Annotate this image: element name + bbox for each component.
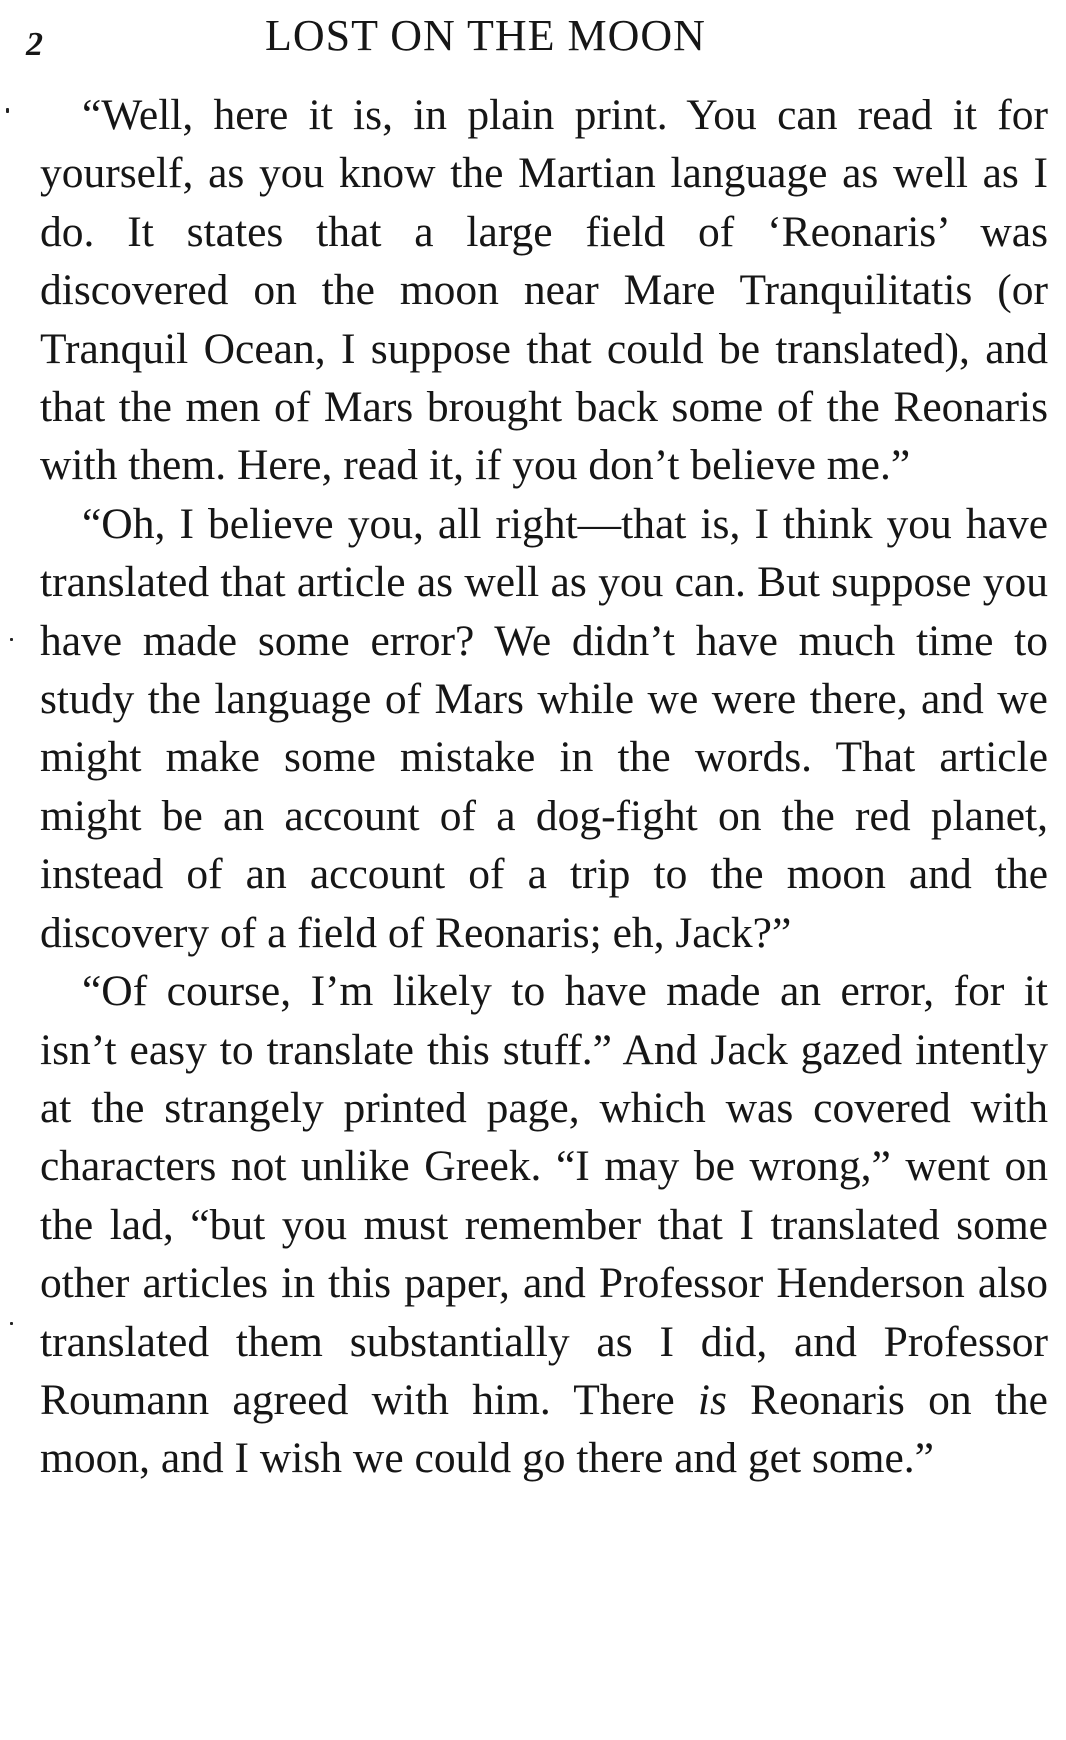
margin-speck (10, 1322, 13, 1325)
italic-emphasis: is (697, 1375, 727, 1424)
margin-speck (6, 108, 9, 113)
page-header (0, 4, 1066, 64)
running-head: LOST ON THE MOON (265, 11, 706, 60)
body-text (40, 86, 1048, 1488)
paragraph (40, 962, 1048, 1488)
margin-speck (10, 638, 13, 641)
paragraph-text: Reonaris on the moon, and I wish we could go there and get some.” (40, 1375, 1048, 1483)
paragraph-text: “Of course, I’m likely to have made an error, for it isn’t easy to translate this stuff.” And Jack gazed intently at the strangely printed page, which was covered with characters not unlike Greek. “I may be wrong,” went on the lad, “but you must remember that I translated some other articles in this paper, and Professor Henderson also translated them substantially as I did, and Professor Roumann agreed with him. There (40, 967, 1048, 1424)
paragraph: “Oh, I believe you, all right—that is, I think you have translated that article as well as you can. But suppose you have made some error? We didn’t have much time to study the language of Mars while we were there, and we might make some mistake in the words. That article might be an account of a dog-fight on the red planet, instead of an account of a trip to the moon and the discovery of a field of Reonaris; eh, Jack?” (40, 499, 1048, 957)
paragraph: “Well, here it is, in plain print. You can read it for yourself, as you know the Martian language as well as I do. It states that a large field of ‘Reonaris’ was discovered on the moon near Mare Tranquilitatis (or Tranquil Ocean, I suppose that could be translated), and that the men of Mars brought back some of the Reonaris with them. Here, read it, if you don’t believe me.” (40, 91, 1048, 490)
page-number: 2 (26, 26, 43, 63)
